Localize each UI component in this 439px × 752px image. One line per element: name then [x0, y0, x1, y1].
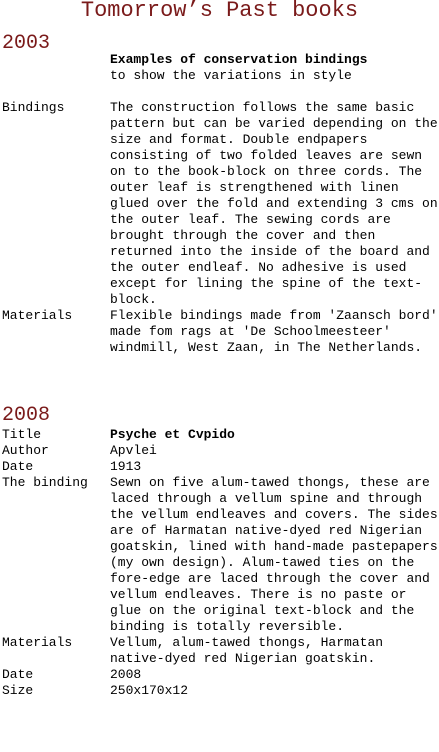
size-row [2, 683, 439, 699]
binding-label: The binding [2, 475, 88, 490]
materials-text: Flexible bindings made from 'Zaansch bord' made fom rags at 'De Schoolmeesteer' windmill, West Zaan, in The Netherlands. [110, 308, 438, 355]
materials-label: Materials [2, 308, 73, 323]
spacer [2, 84, 439, 100]
materials-row [2, 308, 439, 356]
completion-date-value: 2008 [110, 667, 142, 682]
title-row [2, 427, 439, 443]
size-label: Size [2, 683, 34, 698]
title-label: Title [2, 427, 42, 442]
bindings-row [2, 100, 439, 308]
binding-text: Sewn on five alum-tawed thongs, these are laced through a vellum spine and through the vellum endleaves and covers. The sides are of Harmatan native-dyed red Nigerian goatskin, lined with hand-made pastepapers (my own design). Alum-tawed ties on the fore-edge are laced through the cover and vellum endleaves. There is no paste or glue on the original text-block and the binding is totally reversible. [110, 475, 438, 634]
year-heading-2003: 2003 [2, 32, 51, 55]
entry-2003 [2, 52, 439, 356]
size-value: 250x170x12 [110, 683, 189, 698]
author-row [2, 443, 439, 459]
bindings-text: The construction follows the same basic pattern but can be varied depending on the size and format. Double endpapers consisting of two folded leaves are sewn on to the book-block on three cords. The outer leaf is strengthened with linen glued over the fold and extending 3 cms on the outer leaf. The sewing cords are brought through the cover and then returned into the inside of the board and the outer endleaf. No adhesive is used except for lining the spine of the text-block. [110, 100, 438, 307]
date-row [2, 459, 439, 475]
materials-row [2, 635, 439, 667]
entry-heading: Examples of conservation bindings [110, 52, 368, 67]
author-value: Apvlei [110, 443, 157, 458]
page-title: Tomorrow’s Past books [80, 0, 359, 23]
entry-subheading: to show the variations in style [110, 68, 352, 83]
materials-text: Vellum, alum-tawed thongs, Harmatan native-dyed red Nigerian goatskin. [110, 635, 384, 666]
bindings-label: Bindings [2, 100, 65, 115]
entry-subheading-row [2, 68, 439, 84]
empty-label [2, 68, 110, 84]
author-label: Author [2, 443, 49, 458]
completion-date-row [2, 667, 439, 683]
date-value: 1913 [110, 459, 142, 474]
entry-heading-row [2, 52, 439, 68]
completion-date-label: Date [2, 667, 34, 682]
title-value: Psyche et Cvpido [110, 427, 235, 442]
year-heading-2008: 2008 [2, 404, 51, 427]
materials-label: Materials [2, 635, 73, 650]
empty-label [2, 52, 110, 68]
binding-row [2, 475, 439, 635]
date-label: Date [2, 459, 34, 474]
entry-2008 [2, 427, 439, 699]
